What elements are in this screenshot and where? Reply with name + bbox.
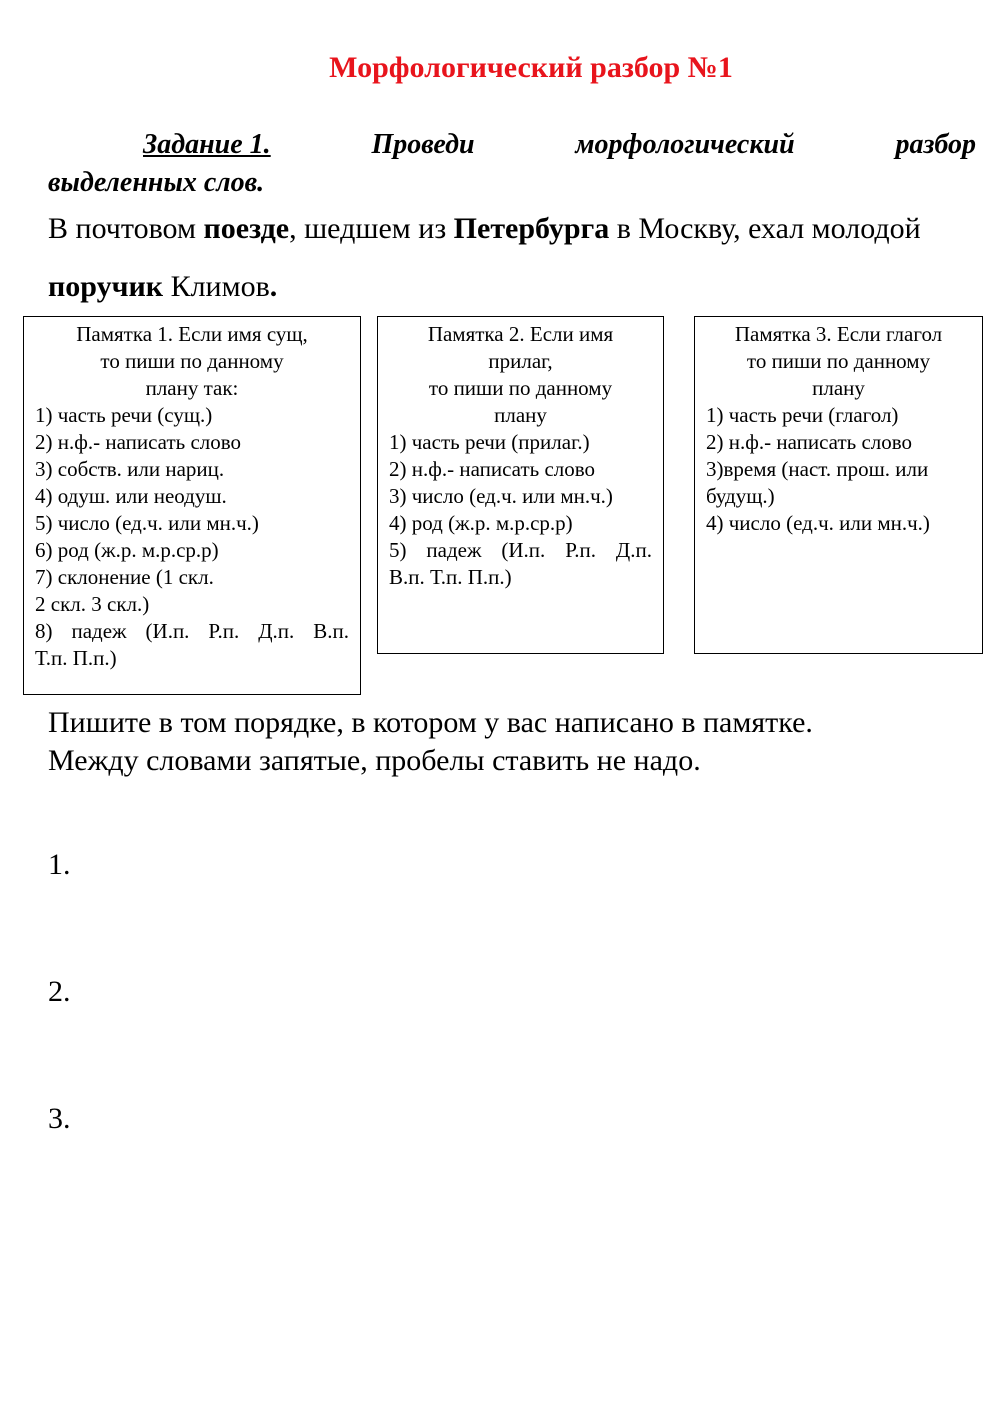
- memo-header: то пиши по данному: [100, 349, 284, 373]
- memo-header: плану так:: [145, 376, 239, 400]
- highlighted-word-noun-1: поезде: [203, 212, 290, 245]
- task-line-2: выделенных слов.: [48, 167, 265, 198]
- memo-item: Т.п. П.п.): [35, 646, 117, 670]
- task-label: Задание 1.: [143, 129, 271, 160]
- memo-header: плану: [494, 403, 547, 427]
- page-title: Морфологический разбор №1: [329, 51, 733, 84]
- memo-header: Памятка 3. Если глагол: [734, 322, 943, 346]
- memo-item: 3) собств. или нариц.: [35, 457, 225, 481]
- memo-item: 2) н.ф.- написать слово: [389, 457, 596, 481]
- instruction-line: Между словами запятые, пробелы ставить не надо.: [48, 744, 701, 777]
- memo-item: 1) часть речи (глагол): [706, 403, 899, 427]
- task-line-1: [48, 126, 976, 164]
- memo-noun: [23, 316, 361, 695]
- analysis-sentence: [48, 200, 978, 316]
- memo-item: В.п. Т.п. П.п.): [389, 565, 512, 589]
- memo-item: будущ.): [706, 484, 775, 508]
- memo-item: 4) род (ж.р. м.р.ср.р): [389, 511, 573, 535]
- memo-item: 4) число (ед.ч. или мн.ч.): [706, 511, 930, 535]
- memo-item: 1) часть речи (сущ.): [35, 403, 213, 427]
- task-word: морфологический: [575, 129, 795, 160]
- memo-item: 3) число (ед.ч. или мн.ч.): [389, 484, 613, 508]
- memo-item: 7) склонение (1 скл.: [35, 565, 214, 589]
- answer-slot-3[interactable]: 3.: [48, 1102, 71, 1135]
- memo-item: 6) род (ж.р. м.р.ср.р): [35, 538, 219, 562]
- sentence-text: В почтовом: [48, 212, 204, 245]
- memo-adjective: [377, 316, 664, 654]
- sentence-text: , шедшем из: [289, 212, 454, 245]
- sentence-text: в Москву, ехал молодой: [609, 212, 921, 245]
- memo-item: 4) одуш. или неодуш.: [35, 484, 227, 508]
- memo-header: то пиши по данному: [746, 349, 931, 373]
- instructions: [48, 704, 978, 780]
- instruction-line: Пишите в том порядке, в котором у вас написано в памятке.: [48, 706, 813, 739]
- memo-item: 2) н.ф.- написать слово: [35, 430, 242, 454]
- task-word: разбор: [895, 129, 976, 160]
- task-heading: [48, 126, 976, 202]
- answer-slot-2[interactable]: 2.: [48, 975, 71, 1008]
- memo-item: 8) падеж (И.п. Р.п. Д.п. В.п.: [35, 619, 349, 643]
- memo-header: то пиши по данному: [428, 376, 613, 400]
- memo-header: Памятка 1. Если имя сущ,: [76, 322, 308, 346]
- memo-header: Памятка 2. Если имя: [427, 322, 614, 346]
- highlighted-word-noun-2: Петербурга: [453, 212, 610, 245]
- memo-item: 2) н.ф.- написать слово: [706, 430, 913, 454]
- memo-item: 1) часть речи (прилаг.): [389, 430, 590, 454]
- sentence-period: .: [269, 270, 278, 303]
- memo-verb: [694, 316, 983, 654]
- memo-header: плану: [812, 376, 865, 400]
- answer-slot-1[interactable]: 1.: [48, 848, 71, 881]
- memo-header: прилаг,: [488, 349, 553, 373]
- memo-item: 3)время (наст. прош. или: [706, 457, 929, 481]
- highlighted-word-noun-3: поручик: [48, 270, 164, 303]
- task-word: Проведи: [371, 129, 475, 160]
- memo-item: 5) падеж (И.п. Р.п. Д.п.: [389, 538, 652, 562]
- memo-item: 2 скл. 3 скл.): [35, 592, 150, 616]
- memo-item: 5) число (ед.ч. или мн.ч.): [35, 511, 259, 535]
- sentence-text: Климов: [163, 270, 270, 303]
